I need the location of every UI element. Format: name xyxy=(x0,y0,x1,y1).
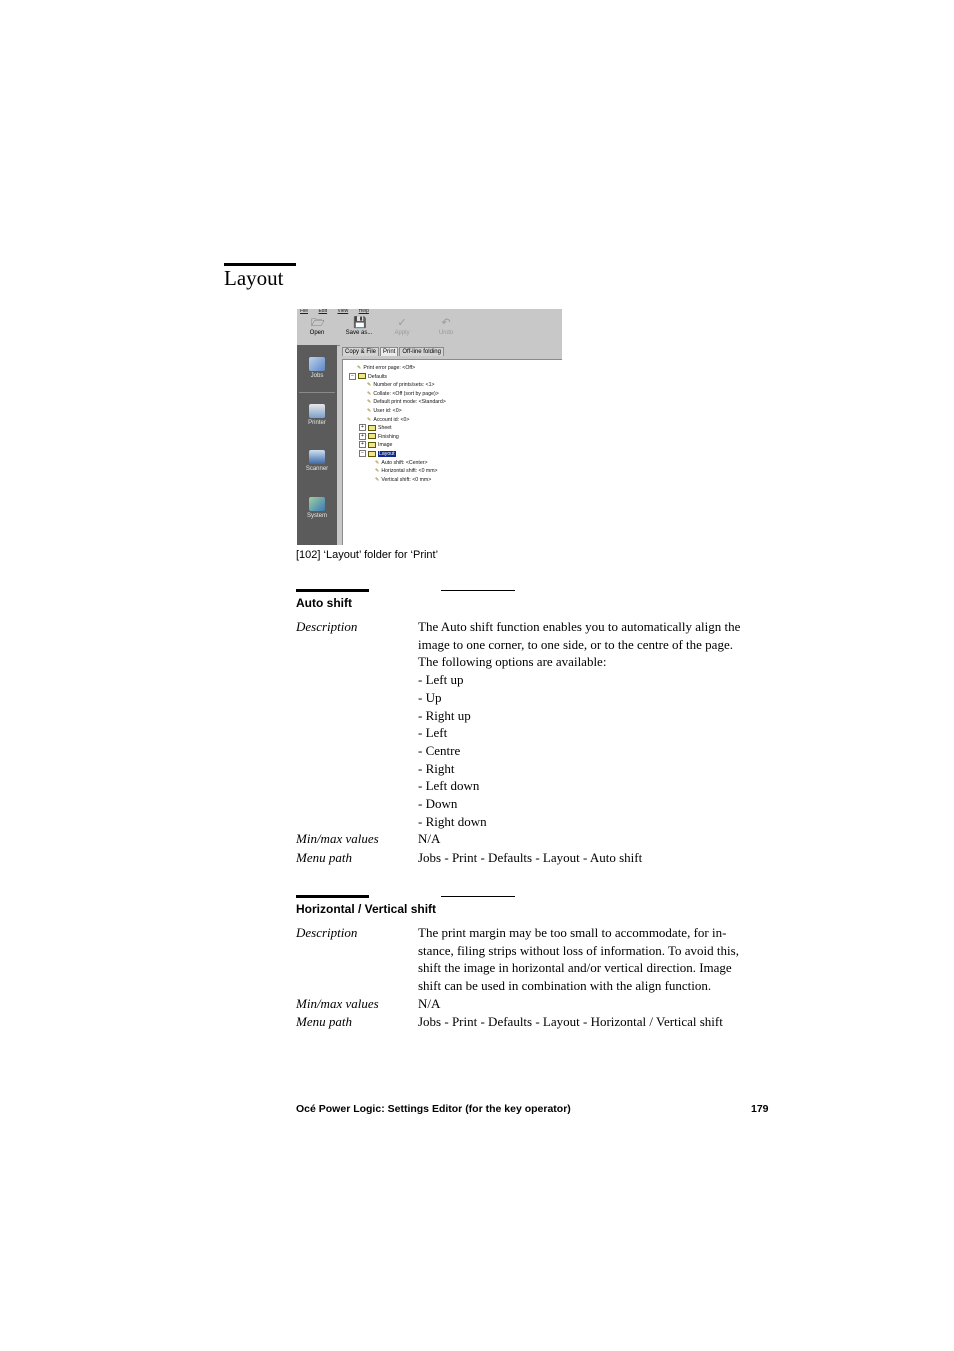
minmax-value: N/A xyxy=(418,831,441,846)
section-rule-thin xyxy=(441,590,515,591)
tree-item[interactable]: ✎ Vertical shift: <0 mm> xyxy=(375,476,432,483)
menu-edit[interactable]: Edit xyxy=(318,309,328,314)
settings-tree xyxy=(342,359,562,545)
pencil-icon: ✎ xyxy=(367,382,372,389)
tree-item-image[interactable]: + Image xyxy=(347,441,446,450)
tree-item[interactable]: ✎ User id: <0> xyxy=(367,407,402,414)
section-rule xyxy=(296,895,369,898)
tree-item[interactable]: ✎ Auto shift: <Center> xyxy=(375,459,428,466)
section-rule xyxy=(296,589,369,592)
printer-icon xyxy=(309,404,325,418)
menupath-label: Menu path xyxy=(296,1014,352,1029)
tree-item-layout[interactable]: − Layout xyxy=(347,450,446,459)
system-icon xyxy=(309,497,325,511)
section-rule-thin xyxy=(441,896,515,897)
expand-icon[interactable]: + xyxy=(359,433,366,440)
page-number: 179 xyxy=(751,1103,769,1115)
tree-item[interactable]: ✎ Default print mode: <Standard> xyxy=(367,399,446,406)
tree-item-sheet[interactable]: + Sheet xyxy=(347,424,446,433)
save-icon: 💾 xyxy=(353,317,367,329)
section-heading: Horizontal / Vertical shift xyxy=(296,902,437,916)
footer-title: Océ Power Logic: Settings Editor (for the key operator) xyxy=(296,1103,571,1115)
menu-help[interactable]: Help xyxy=(358,309,369,314)
pencil-icon: ✎ xyxy=(367,407,372,414)
description-text: The print margin may be too small to accommodate, for in- stance, filing strips without loss of information. To avoid this, shift the image in horizontal and/or vertical direction. Image shift can be used in combination with the align function. xyxy=(418,925,739,994)
tree-item[interactable]: ✎ Account id: <0> xyxy=(367,416,410,423)
folder-icon xyxy=(368,442,376,448)
checkmark-icon: ✓ xyxy=(397,317,407,329)
tree-item[interactable]: ✎ Collate: <Off (sort by page)> xyxy=(367,390,439,397)
collapse-icon[interactable]: − xyxy=(359,450,366,457)
folder-icon xyxy=(368,425,376,431)
minmax-label: Min/max values xyxy=(296,831,379,846)
section-heading: Auto shift xyxy=(296,596,352,610)
pencil-icon: ✎ xyxy=(367,390,372,397)
nav-system[interactable]: System xyxy=(297,489,337,533)
undo-button[interactable]: ↶ Undo xyxy=(438,317,454,336)
expand-icon[interactable]: + xyxy=(359,441,366,448)
description-label: Description xyxy=(296,925,358,940)
menu-view[interactable]: View xyxy=(337,309,349,314)
folder-icon xyxy=(368,433,376,439)
pencil-icon: ✎ xyxy=(367,416,372,423)
menupath-value: Jobs - Print - Defaults - Layout - Horizontal / Vertical shift xyxy=(418,1014,723,1029)
figure-caption: [102] ‘Layout’ folder for ‘Print’ xyxy=(296,549,439,561)
folder-open-icon: 🗁 xyxy=(311,317,325,329)
undo-icon: ↶ xyxy=(441,317,451,329)
folder-icon xyxy=(358,373,366,379)
nav-printer[interactable]: Printer xyxy=(297,396,337,440)
menu-file[interactable]: File xyxy=(300,309,309,314)
nav-jobs[interactable]: Jobs xyxy=(297,349,337,393)
save-as-button[interactable]: 💾 Save as... xyxy=(345,317,373,336)
menupath-label: Menu path xyxy=(296,850,352,865)
tree-item[interactable]: ✎ Print error page: <Off> xyxy=(357,365,416,371)
pencil-icon: ✎ xyxy=(357,365,362,371)
apply-button[interactable]: ✓ Apply xyxy=(394,317,410,336)
tree-item-finishing[interactable]: + Finishing xyxy=(347,433,446,442)
scanner-icon xyxy=(309,450,325,464)
expand-icon[interactable]: + xyxy=(359,424,366,431)
tab-offline-folding[interactable]: Off-line folding xyxy=(399,347,444,356)
main-pane xyxy=(340,345,562,545)
minmax-label: Min/max values xyxy=(296,996,379,1011)
pencil-icon: ✎ xyxy=(375,459,380,466)
open-button[interactable]: 🗁 Open xyxy=(309,317,325,336)
collapse-icon[interactable]: − xyxy=(349,373,356,380)
pencil-icon: ✎ xyxy=(367,399,372,406)
page-title: Layout xyxy=(224,266,284,290)
left-nav xyxy=(297,345,337,545)
minmax-value: N/A xyxy=(418,996,441,1011)
nav-divider xyxy=(299,392,335,393)
description-label: Description xyxy=(296,619,358,634)
pencil-icon: ✎ xyxy=(375,468,380,475)
folder-icon xyxy=(368,451,376,457)
tab-copy-file[interactable]: Copy & File xyxy=(342,347,379,356)
tree-item[interactable]: ✎ Number of prints/sets: <1> xyxy=(367,382,435,389)
app-screenshot xyxy=(297,309,562,545)
nav-scanner[interactable]: Scanner xyxy=(297,442,337,486)
tree-item[interactable]: ✎ Horizontal shift: <0 mm> xyxy=(375,468,438,475)
description-text: The Auto shift function enables you to automatically align the image to one corner, to one side, or to the centre of the page. The following options are available: - Left up - Up - Right up - Left - Centre - Right - Left down - Down - Right down xyxy=(418,619,741,829)
pencil-icon: ✎ xyxy=(375,476,380,483)
tree-item-defaults[interactable]: − Defaults xyxy=(347,373,446,382)
tab-print[interactable]: Print xyxy=(380,347,398,356)
tab-bar xyxy=(342,347,445,359)
menupath-value: Jobs - Print - Defaults - Layout - Auto shift xyxy=(418,850,643,865)
toolbar xyxy=(297,315,562,346)
jobs-icon xyxy=(309,357,325,371)
